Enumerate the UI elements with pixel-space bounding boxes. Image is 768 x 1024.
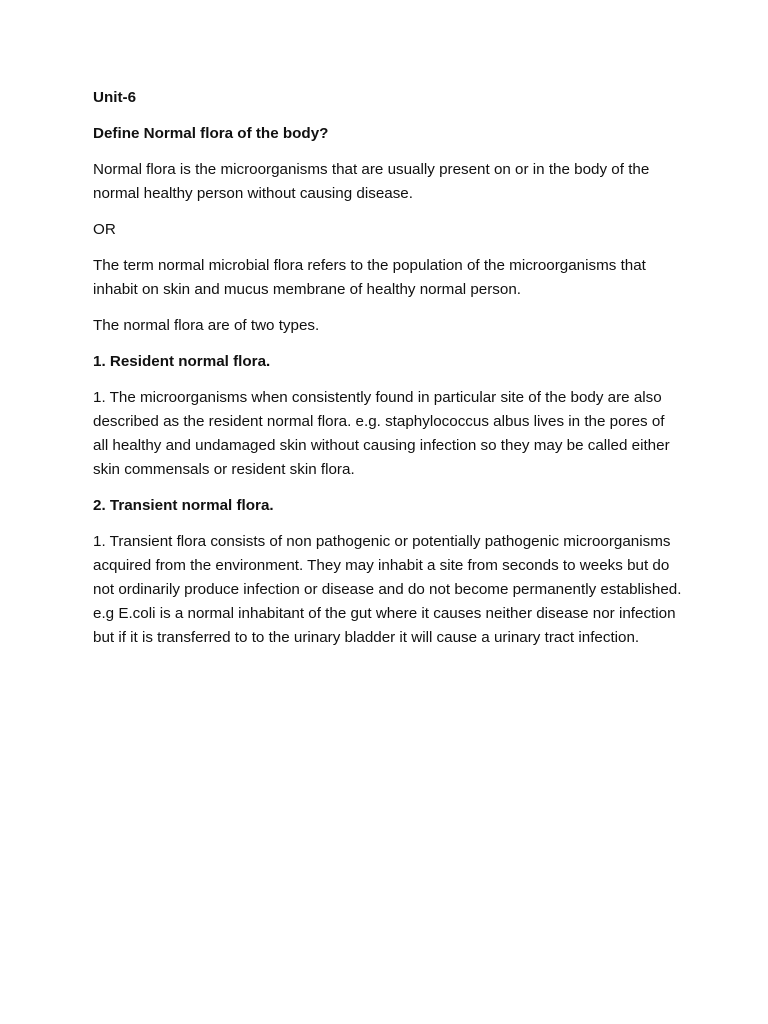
definition-paragraph-1: Normal flora is the microorganisms that are usually present on or in the body of the normal healthy person without causing disease. bbox=[93, 161, 650, 202]
transient-flora-paragraph: 1. Transient flora consists of non pathogenic or potentially pathogenic microorganisms acquired from the environment. They may inhabit a site from seconds to weeks but do not ordinarily produce infection or disease and do not become permanently established. e.g E.coli is a normal inhabitant of the gut where it causes neither disease nor infection but if it is transferred to to the urinary bladder it will cause a urinary tract infection. bbox=[93, 533, 682, 646]
question-heading: Define Normal flora of the body? bbox=[93, 125, 329, 142]
resident-flora-heading: 1. Resident normal flora. bbox=[93, 353, 271, 370]
or-separator: OR bbox=[93, 221, 116, 238]
resident-flora-paragraph: 1. The microorganisms when consistently found in particular site of the body are also described as the resident normal flora. e.g. staphylococcus albus lives in the pores of all healthy and undamaged skin without causing infection so they may be called either skin commensals or resident skin flora. bbox=[93, 389, 670, 478]
transient-flora-heading: 2. Transient normal flora. bbox=[93, 497, 274, 514]
document-body bbox=[93, 86, 683, 662]
definition-paragraph-2: The term normal microbial flora refers to the population of the microorganisms that inhabit on skin and mucus membrane of healthy normal person. bbox=[93, 257, 646, 298]
types-intro: The normal flora are of two types. bbox=[93, 317, 320, 334]
unit-heading: Unit-6 bbox=[93, 89, 137, 106]
